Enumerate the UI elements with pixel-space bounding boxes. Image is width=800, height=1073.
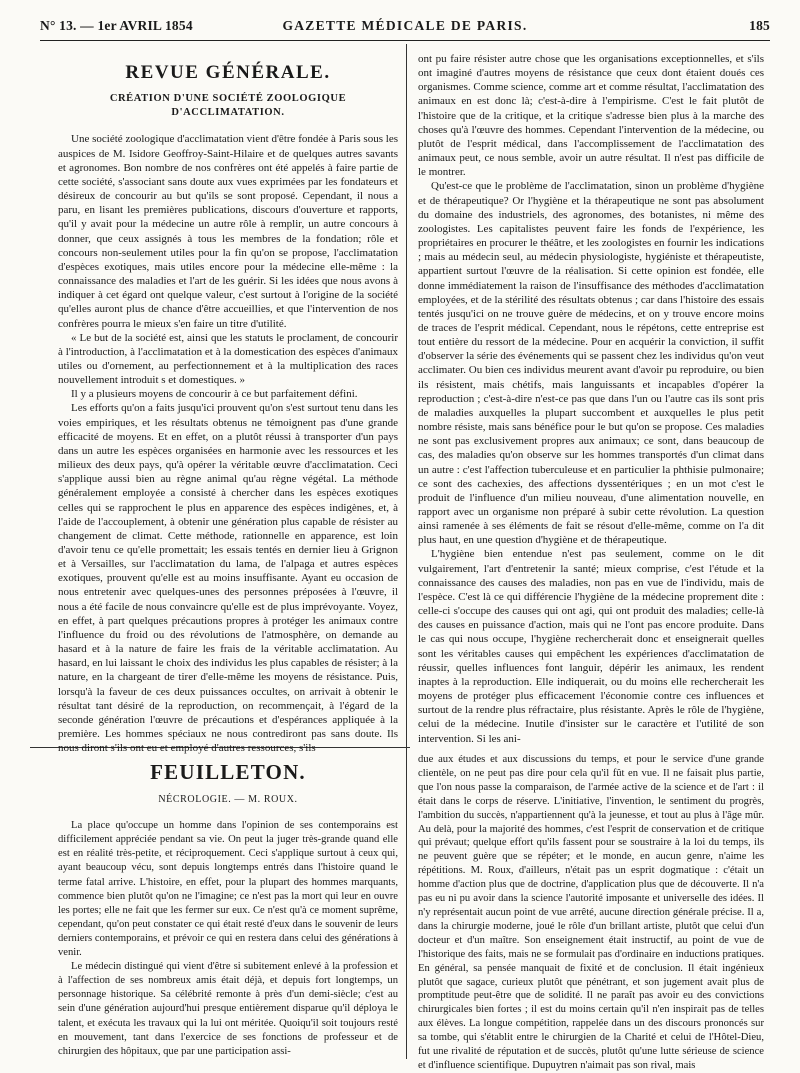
revue-generale-section <box>58 60 398 755</box>
issue-date: N° 13. — 1er AVRIL 1854 <box>40 18 193 33</box>
article-title: NÉCROLOGIE. — M. ROUX. <box>158 794 298 806</box>
page-number: 185 <box>749 18 770 33</box>
page-header <box>40 14 770 41</box>
newspaper-name: GAZETTE MÉDICALE DE PARIS. <box>282 18 528 33</box>
article-quote: « Le but de la société est, ainsi que les statuts le proclament, de concourir à l'introduction, à l'acclimatation et à la domestication des espèces d'animaux utiles ou d'ornement, au perfectionnement et à la multiplication des races nouvellement introduit s et domestiques. » <box>58 331 398 387</box>
article-title: CRÉATION D'UNE SOCIÉTÉ ZOOLOGIQUE D'ACCLIMATATION. <box>109 93 347 119</box>
article-paragraph: Les efforts qu'on a faits jusqu'ici prouvent qu'on s'est surtout tenu dans les voies empiriques, et les résultats obtenus ne témoignent pas d'une grande efficacité de moyens. Et en effet, on a plutôt réussi à transporter d'un pays dans un autre les espèces organisées en harmonie avec les ressources et les milieux des deux pays, qu'à opérer la véritable œuvre d'acclimatation. Ceci s'applique aussi bien au règne animal qu'au règne végétal. La méthode généralement employée a consisté à chercher dans les espèces exotiques celles qui se rapprochent le plus en apparence des espèces indigènes, et, à l'aide de l'accouplement, à obtenir une génération plus capable de résister au changement de climat. Cette méthode, rationnelle en apparence, est loin d'avoir tenu ce qu'elle promettait; les essais tentés en dernier lieu à Grignon et à Versailles, sur l'acclimatation du lama, de l'alpaga et autres espèces exotiques, prouvent qu'elle est au moins insuffisante. Ayant eu occasion de nous entretenir avec quelques-unes des personnes préposées à l'œuvre, il nous a été facile de nous convaincre qu'elle est de plus imprévoyante. Voyez, en effet, à part quelques précautions propres à protéger les animaux contre l'influence du froid ou des révolutions de l'atmosphère, on demande au hasard et à la nature de faire les frais de la véritable acclimatation. Au hasard, en lui laissant le choix des individus les plus capables de résister; à la nature, en la chargeant de tirer d'elle-même les moyens de résistance. Puis, lorsqu'à la faveur de ces deux puissances occultes, on arrivait à obtenir le résultat tant désiré de la reproduction, on recommençait, à l'égard de la seconde génération l'œuvre de précautions et d'espérances appliquée à la première. Les hommes spéciaux ne nous contrediront pas sans doute. Ils nous diront s'ils ont eu et employé d'autres ressources, s'ils <box>58 402 398 755</box>
article-paragraph: L'hygiène bien entendue n'est pas seulement, comme on le dit vulgairement, l'art d'entretenir la santé; mieux comprise, c'est l'étude et la connaissance des causes des maladies, non pas en vue de l'individu, mais de l'espèce. C'est là ce qui différencie l'hygiène de la médecine proprement dite : celle-ci s'occupe des causes qui ont agi, qui ont produit des maladies; celle-là des causes en puissance d'action, mais qui ne l'ont pas encore produite. Dans le cas qui nous occupe, l'hygiène rechercherait donc et enseignerait quelles sont les véritables causes qui empêchent les expériences d'acclimatation de réussir, quelles influences font languir, dépérir les animaux, les rendent inaptes à la reproduction. Elle indiquerait, ou du moins elle rechercherait les moyens de protéger plus efficacement l'économie contre ces influences et surtout de la rendre plus réfractaire, plus résistante. Après le rôle de l'hygiène, celui de la médecine. Inutile d'insister sur le caractère et l'utilité de son intervention. Si les ani- <box>418 548 764 745</box>
article-paragraph: Qu'est-ce que le problème de l'acclimatation, sinon un problème d'hygiène et de thérapeutique? Or l'hygiène et la thérapeutique ne sont pas absolument du domaine des industriels, des agronomes, des botanistes, ni même des zoologistes. Les capitalistes peuvent faire les fonds de l'expérience, les propriétaires en procurer le théâtre, et les zoologistes en fournir les indications ; mais au médecin seul, au médecin physiologiste, hygiéniste et thérapeutiste, appartient surtout l'œuvre de la réalisation. Si cette opinion est fondée, elle donne immédiatement la raison de l'insuffisance des méthodes d'acclimatation employées, et de la stérilité des résultats obtenus ; car dans l'histoire des essais tentés jusqu'ici on ne trouve guère de médecins, et on y trouve encore moins de traces de l'esprit médical. Cependant, nous le répétons, cette entreprise est tout entière du ressort de la médecine. Pour en acquérir la conviction, il suffit d'observer la série des événements qui se passent chez les individus qu'on veut acclimater. Ou bien ces individus meurent avant d'avoir pu reproduire, ou bien ils résistent, mais chétifs, mais languissants et incapables d'opérer la reproduction ; c'est-à-dire n'est-ce pas que dans l'un ou l'autre cas ils sont pris de maladies auxquelles la plupart succombent et auxquelles le plus petit nombre résiste, mais sans bénéfice pour le but qu'on se propose. Ces maladies ne sont pas exclusivement propres aux animaux; ce sont, dans beaucoup de cas, des maladies qu'on observe sur les hommes transportés d'un climat dans un autre : c'est l'affection tuberculeuse et en particulier la phthisie pulmonaire; ce sont des cachexies, des affections dyssentériques ; en un mot c'est le produit de l'influence d'un milieu nouveau, d'une alimentation nouvelle, en rapport avec un organisme non préparé à subir cette révolution. La question ainsi ramenée à ses éléments de fait se résout d'elle-même, comme on l'a dit plus haut, en une question d'hygiène et de thérapeutique. <box>418 180 764 547</box>
article-paragraph: La place qu'occupe un homme dans l'opinion de ses contemporains est difficilement appréciée pendant sa vie. On peut la juger très-grande quand elle est en réalité très-petite, et réciproquement. Ceci s'applique surtout à ceux qui, ayant beaucoup vécu, sont depuis longtemps entrés dans l'histoire quand le terme fatal arrive. L'histoire, en effet, pour la plupart des hommes marquants, commence bien plutôt qu'on ne l'imagine; ce n'est pas la mort qui leur en ouvre les portes; elle ne fait que les fermer sur eux. Ce n'est qu'à ce moment suprême, cependant, qu'on peut constater ce qui était resté d'eux dans le souvenir de leurs derniers contemporains, et prévoir ce qui en restera dans celui des générations à venir. <box>58 820 398 959</box>
section-title: FEUILLETON. <box>150 760 306 784</box>
article-paragraph: Il y a plusieurs moyens de concourir à ce but parfaitement défini. <box>71 388 358 401</box>
article-paragraph: Le médecin distingué qui vient d'être si subitement enlevé à la profession et à l'affection de ses nombreux amis était déjà, et depuis fort longtemps, un personnage historique. Sa célébrité remonte à près d'un demi-siècle; c'est au sein d'une génération aujourd'hui presque entièrement disparue qu'il déploya le talent, et exécuta les travaux qui la lui ont méritée. Quoiqu'il soit toujours resté en mouvement, tant dans l'exercice de ses fonctions de professeur et de chirurgien des hôpitaux, que par une participation assi- <box>58 961 398 1057</box>
column-divider <box>406 44 407 1059</box>
feuilleton-continued <box>418 753 764 1073</box>
article-paragraph: Une société zoologique d'acclimatation vient d'être fondée à Paris sous les auspices de M. Isidore Geoffroy-Saint-Hilaire et de quelques autres savants et agronomes. Bon nombre de nos confrères ont été appelés à faire partie de cette société, s'associant sans doute aux vues exprimées par les fondateurs et désireux de concourir au but qu'ils se sont proposé. Cependant, il nous a paru, en lisant les premières publications, discours d'ouverture et rapports, qu'il y avait pour la médecine un autre rôle à remplir, un autre concours à donner, que ceux assignés à tous les membres de la fondation; rôle et concours non-seulement utiles pour la fin qu'on se propose, l'acclimatation d'espèces exotiques, mais utiles encore pour la médecine elle-même : la connaissance des maladies et l'art de les guérir. Si les idées que nous avons à indiquer à cet égard ont quelque valeur, c'est surtout à l'origine de la société qu'elles auront plus de chance d'être accueillies, et que l'intervention de nos confrères pourra le mieux s'en faire un titre d'utilité. <box>58 133 398 330</box>
section-title: REVUE GÉNÉRALE. <box>125 62 331 83</box>
article-paragraph: ont pu faire résister autre chose que les organisations exceptionnelles, et s'ils ont imaginé d'autres moyens de résistance que ceux dont étaient doués ces organismes. Comme science, comme art et comme résultat, l'acclimatation des animaux en est donc là; c'est-à-dire à l'empirisme. C'est le fait plutôt de l'histoire que de la critique, et la critique s'adresse bien plus à la marche des choses qu'à l'œuvre des hommes. Cependant l'intervention de la médecine, ou plutôt de l'esprit médical, dans l'accomplissement de l'acclimatation des animaux peut, ce nous semble, avoir un autre résultat. Il n'est pas difficile de le montrer. <box>418 53 764 179</box>
feuilleton-section <box>58 759 398 1059</box>
revue-generale-continued <box>418 52 764 746</box>
article-paragraph: due aux études et aux discussions du temps, et pour le service d'une grande clientèle, on ne peut pas dire pour cela qu'il fût en vue. Il ne faisait plus partie, que l'on nous passe la comparaison, de l'armée active de la science et de l'art : il était dans le corps de réserve. L'initiative, l'invention, le sentiment du progrès, l'ambition du succès, n'appartiennent qu'à la jeunesse, et tout au plus à l'âge mûr. Au delà, pour la majorité des hommes, c'est l'esprit de conservation et de critique qui prévaut; quelque effort qu'ils fassent pour se soustraire à la loi du temps, ils ne peuvent guère que se répéter; et le monde, en aucun genre, n'aime les répétitions. M. Roux, d'ailleurs, n'était pas un esprit dogmatique : c'était un homme d'action plus que de doctrine, d'application plus que de découverte. Il n'a pas eu ni pu avoir dans la science l'autorité imposante et universelle des idées. Il n'y représentait aucun point de vue arrêté, aucune direction générale précise. Il a, dans la chirurgie moderne, joué le rôle d'un brillant artiste, plutôt que celui d'un docteur et d'un maître. Son enseignement était instructif, au point de vue de l'historique des faits, mais ne se formulait pas d'ordinaire en inductions pratiques. En général, sa pensée manquait de fixité et de conclusion. Il était ingénieux plutôt que sagace, curieux plutôt que pénétrant, et son jugement avait plus de promptitude peut-être que de solidité. Il ne paraît pas avoir eu des convictions chirurgicales bien fortes ; il est du moins certain qu'il n'en inspirait pas de telles aux élèves. La longue compétition, rappelée dans un des discours prononcés sur sa tombe, qui s'établit entre le chirurgien de la Charité et celui de l'Hôtel-Dieu, fut une rivalité de réputation et de succès, plutôt qu'une lutte sérieuse de science et d'influence scientifique. Dupuytren n'aimait pas son rival, mais <box>418 754 764 1071</box>
